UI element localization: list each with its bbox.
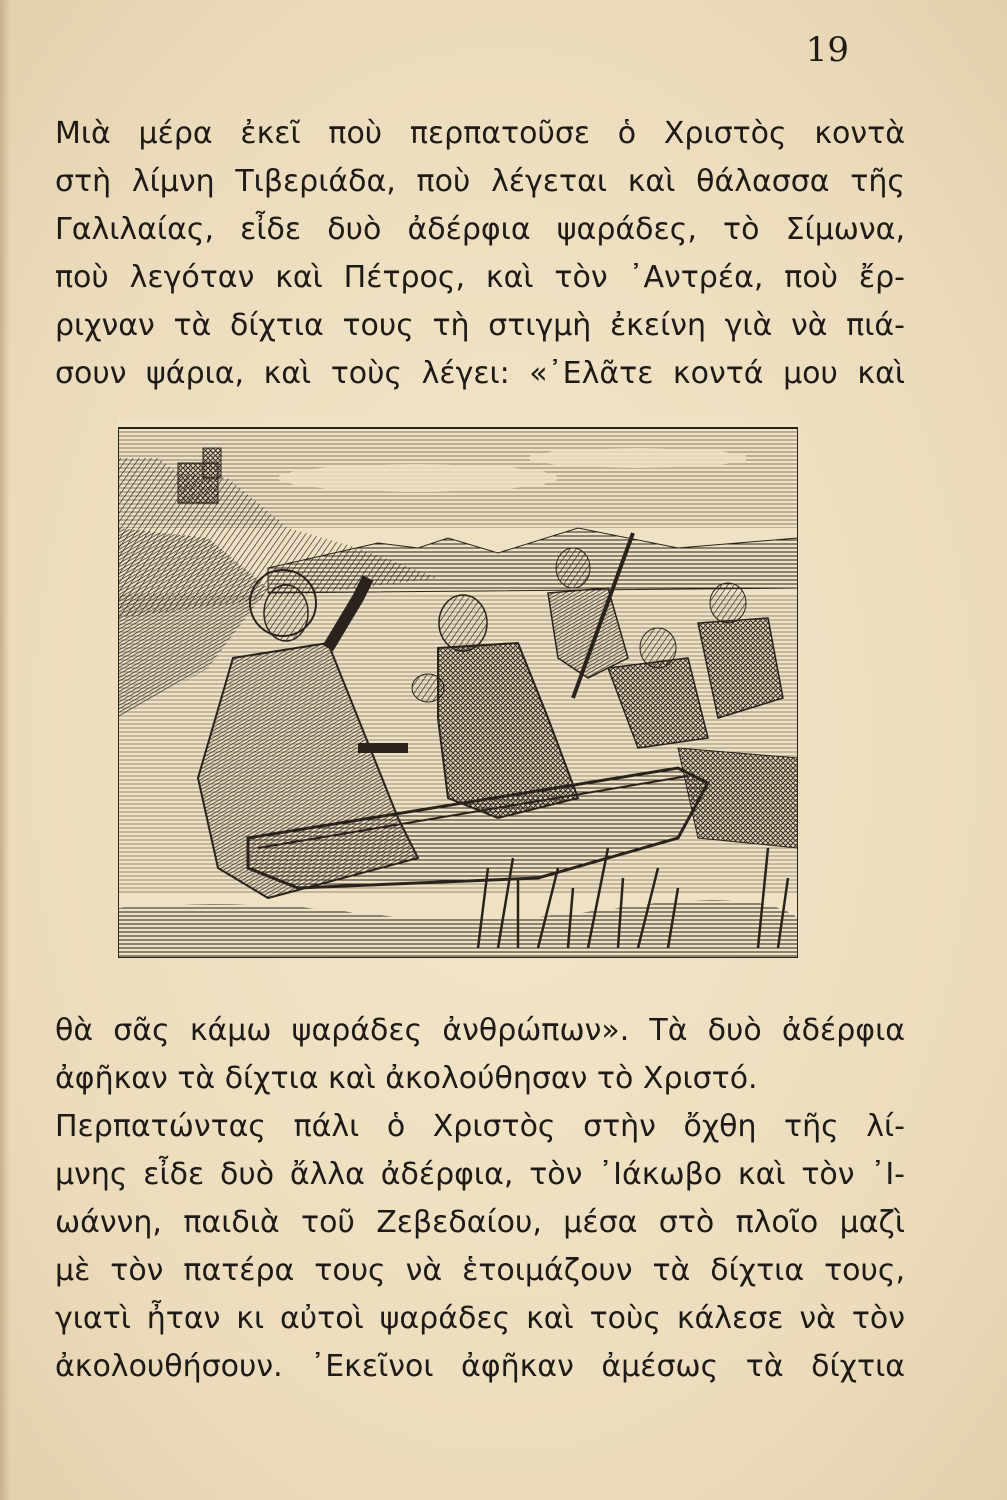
page-number: 19 <box>805 30 849 70</box>
text-line: ἀφῆκαν τὰ δίχτια καὶ ἀκολούθησαν τὸ Χριστό. <box>55 1061 758 1096</box>
text-line: μὲ τὸν πατέρα τους νὰ ἑτοιμάζουν τὰ δίχτια τους, <box>55 1253 905 1288</box>
paragraph-top <box>55 110 905 398</box>
text-line: θὰ σᾶς κάμω ψαράδες ἀνθρώπων». Τὰ δυὸ ἀδέρφια <box>55 1013 905 1048</box>
illustration-engraving <box>118 418 798 958</box>
text-line: ποὺ λεγόταν καὶ Πέτρος, καὶ τὸν ᾿Αντρέα, ποὺ ἔρ- <box>55 260 905 295</box>
text-line: Περπατώντας πάλι ὁ Χριστὸς στὴν ὄχθη τῆς λί- <box>55 1109 905 1144</box>
text-line: Μιὰ μέρα ἐκεῖ ποὺ περπατοῦσε ὁ Χριστὸς κοντὰ <box>55 116 905 151</box>
text-line: γιατὶ ἦταν κι αὐτοὶ ψαράδες καὶ τοὺς κάλεσε νὰ τὸν <box>55 1301 905 1336</box>
text-line: σουν ψάρια, καὶ τοὺς λέγει: «᾿Ελᾶτε κοντά μου καὶ <box>55 356 905 391</box>
engraving-image <box>118 418 798 958</box>
text-line: Γαλιλαίας, εἶδε δυὸ ἀδέρφια ψαράδες, τὸ Σίμωνα, <box>55 212 905 247</box>
text-line: μνης εἶδε δυὸ ἄλλα ἀδέρφια, τὸν ᾿Ιάκωβο καὶ τὸν ᾿Ι- <box>55 1157 905 1192</box>
text-line: ωάννη, παιδιὰ τοῦ Ζεβεδαίου, μέσα στὸ πλοῖο μαζὶ <box>55 1205 905 1240</box>
paragraph-bottom <box>55 1007 905 1391</box>
text-line: στὴ λίμνη Τιβεριάδα, ποὺ λέγεται καὶ θάλασσα τῆς <box>55 164 905 199</box>
text-line: ριχναν τὰ δίχτια τους τὴ στιγμὴ ἐκείνη γιὰ νὰ πιά- <box>55 308 905 343</box>
text-line: ἀκολουθήσουν. ᾿Εκεῖνοι ἀφῆκαν ἀμέσως τὰ δίχτια <box>55 1349 905 1384</box>
page-binding-shadow <box>0 0 10 1500</box>
